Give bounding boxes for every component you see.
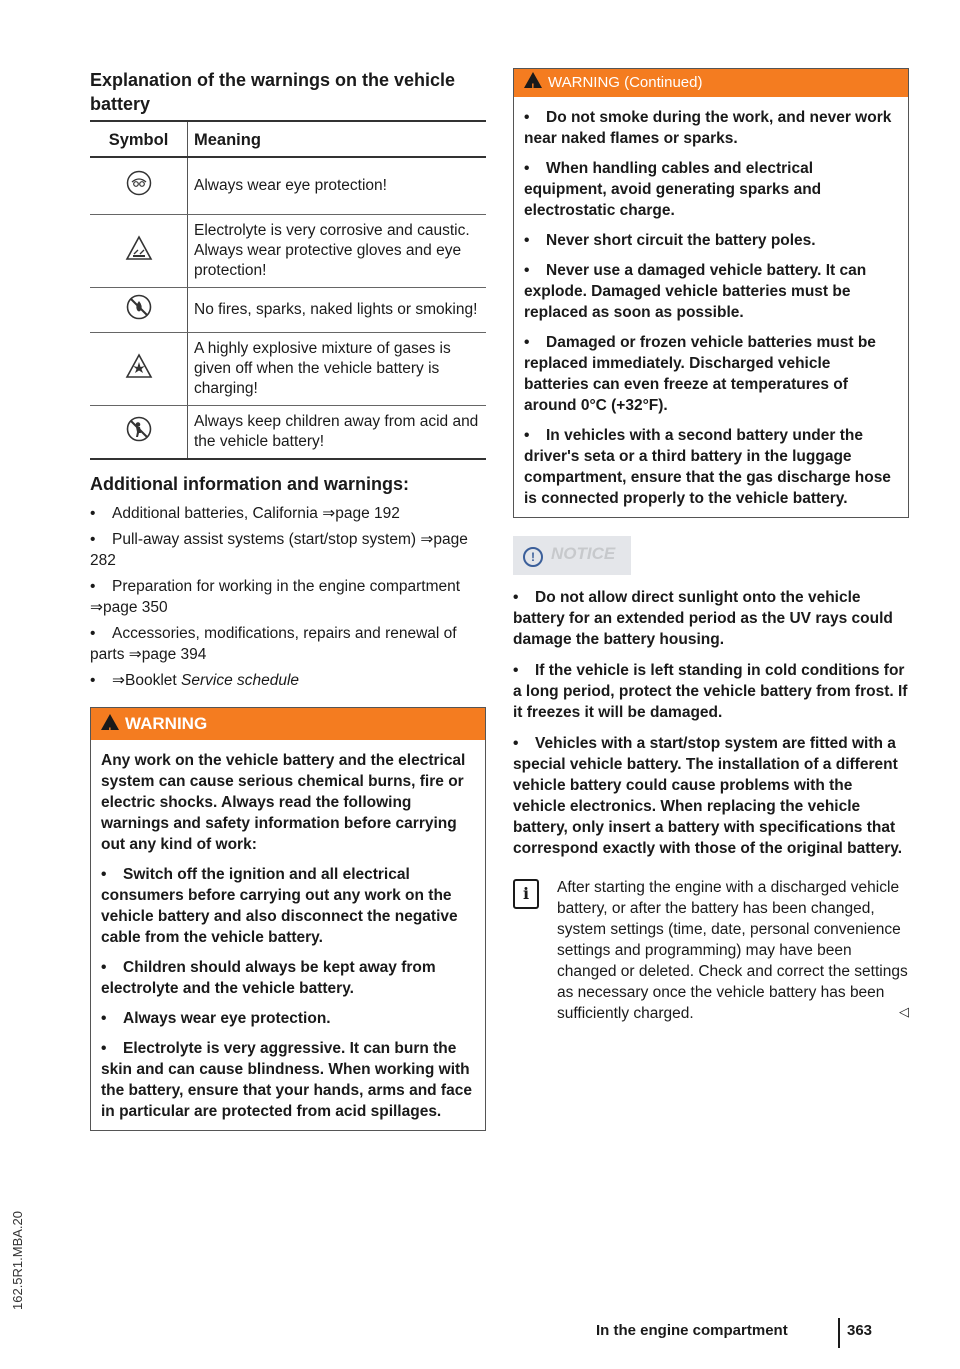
bullet: • [90,505,96,522]
page-link[interactable]: ⇒page 394 [128,646,207,663]
bullet: • [513,662,519,679]
list-item: • Damaged or frozen vehicle batteries must be replaced immediately. Discharged vehicle batteries can even freeze at temperatures of around 0°C (+32°F). [524,334,876,414]
keep-children-away-icon [126,416,152,442]
notice-list [513,587,909,859]
explosive-warning-icon [125,353,153,379]
battery-symbols-table [90,120,486,460]
bullet: • [524,160,530,177]
warning-triangle-icon [524,72,542,88]
list-item: • Preparation for working in the engine compartment ⇒page 350 [90,578,461,616]
warning-intro: Any work on the vehicle battery and the electrical system can cause serious chemical burns, fire or electric shocks. Always read the following warnings and safety information before carrying out any kind of work: [101,752,466,853]
warning-header [91,708,485,740]
section-title: Explanation of the warnings on the vehicle battery [90,70,456,114]
warning-continued-box [513,68,909,518]
bullet: • [513,735,519,752]
bullet: • [101,959,107,976]
notice-label: NOTICE [551,544,616,563]
list-item: • Always wear eye protection. [101,1010,331,1027]
meaning-cell: Always wear eye protection! [188,157,487,215]
page-link[interactable]: ⇒page 350 [90,599,168,616]
meaning-cell: No fires, sparks, naked lights or smoking! [188,288,487,333]
table-row [90,288,486,333]
meaning-cell: A highly explosive mixture of gases is given off when the vehicle battery is charging! [188,333,487,406]
warning-continued-body [514,97,908,517]
list-item: • If the vehicle is left standing in cold conditions for a long period, protect the vehicle battery from frost. If it freezes it will be damaged. [513,662,908,721]
warning-continued-header [514,69,908,97]
list-item: • In vehicles with a second battery under the driver's seta or a third battery in the luggage compartment, ensure that the gas discharge hose is connected properly to the vehicle battery. [524,427,891,507]
bullet: • [524,427,530,444]
list-item: • Accessories, modifications, repairs and renewal of parts ⇒page 394 [90,625,457,663]
bullet: • [524,109,530,126]
page-link[interactable]: ⇒page 192 [322,505,400,522]
notice-icon: ! [523,547,543,567]
table-row [90,333,486,406]
list-item: • Never short circuit the battery poles. [524,232,816,249]
notice-tag [513,536,631,575]
list-item: • Switch off the ignition and all electrical consumers before carrying out any work on the vehicle battery and also disconnect the negative cable from the vehicle battery. [101,866,458,946]
bullet: • [101,1040,107,1057]
list-item [90,670,486,691]
warning-body [91,740,485,1130]
bullet: • [524,232,530,249]
corrosive-warning-icon [125,235,153,261]
list-item: • When handling cables and electrical equipment, avoid generating sparks and electrostatic charge. [524,160,822,219]
warning-heading: WARNING [125,714,208,733]
additional-info-title: Additional information and warnings: [90,474,409,494]
bullet: • [90,625,96,642]
meaning-cell: Always keep children away from acid and the vehicle battery! [188,406,487,460]
bullet: • [101,1010,107,1027]
footer-section: In the engine compartment [596,1322,788,1339]
header-symbol: Symbol [90,121,188,157]
warning-continued-heading: WARNING (Continued) [548,74,703,91]
meaning-cell: Electrolyte is very corrosive and caustic. Always wear protective gloves and eye protection! [188,215,487,288]
footer-divider [838,1318,840,1348]
bullet: • [101,866,107,883]
warning-triangle-icon [101,714,119,730]
list-item: • Vehicles with a start/stop system are fitted with a special vehicle battery. The installation of a different vehicle battery could cause problems with the vehicle electronics. When replacing the vehicle battery, only insert a battery with specifications that correspond exactly with those of the original battery. [513,735,903,857]
list-item: • Do not allow direct sunlight onto the vehicle battery for an extended period as the UV rays could damage the battery housing. [513,589,893,648]
warning-box [90,707,486,1131]
document-code: 162.5R1.MBA.20 [10,1210,25,1310]
page-link[interactable]: ⇒page 282 [90,531,468,569]
table-row [90,157,486,215]
left-column [90,68,486,1131]
additional-info-list [90,503,486,691]
bullet: • [90,531,96,548]
list-item: • Electrolyte is very aggressive. It can burn the skin and can cause blindness. When working with the battery, ensure that your hands, arms and face in particular are protected from acid spillages. [101,1040,472,1120]
list-item: • Pull-away assist systems (start/stop system) ⇒page 282 [90,531,468,569]
table-header-row [90,121,486,157]
eye-protection-icon [126,170,152,196]
bullet: • [90,672,96,689]
end-mark-icon: ◁ [899,1004,909,1019]
list-item: • Do not smoke during the work, and never work near naked flames or sparks. [524,109,892,147]
list-item: • Children should always be kept away from electrolyte and the vehicle battery. [101,959,436,997]
right-column [513,68,909,1024]
list-item: • Additional batteries, California ⇒page 192 [90,505,400,522]
page-number: 363 [847,1322,873,1339]
booklet-title: Service schedule [181,672,300,689]
table-row [90,406,486,460]
bullet: • [524,334,530,351]
info-note [513,877,909,1024]
bullet: • [513,589,519,606]
bullet: • [90,578,96,595]
bullet: • [524,262,530,279]
header-meaning: Meaning [188,121,487,157]
list-item: • Never use a damaged vehicle battery. It can explode. Damaged vehicle batteries must be replaced as soon as possible. [524,262,867,321]
warning-list [101,864,475,1122]
no-fire-icon [126,294,152,320]
warning-continued-list [524,107,898,509]
info-icon: i [513,879,539,909]
info-text: After starting the engine with a discharged vehicle battery, or after the battery has been changed, system settings (time, date, personal convenience settings and programming) may have been changed or deleted. Check and correct the settings as necessary once the vehicle battery has been sufficiently charged. [557,879,908,1022]
booklet-link[interactable]: ⇒Booklet [112,672,181,689]
table-row [90,215,486,288]
